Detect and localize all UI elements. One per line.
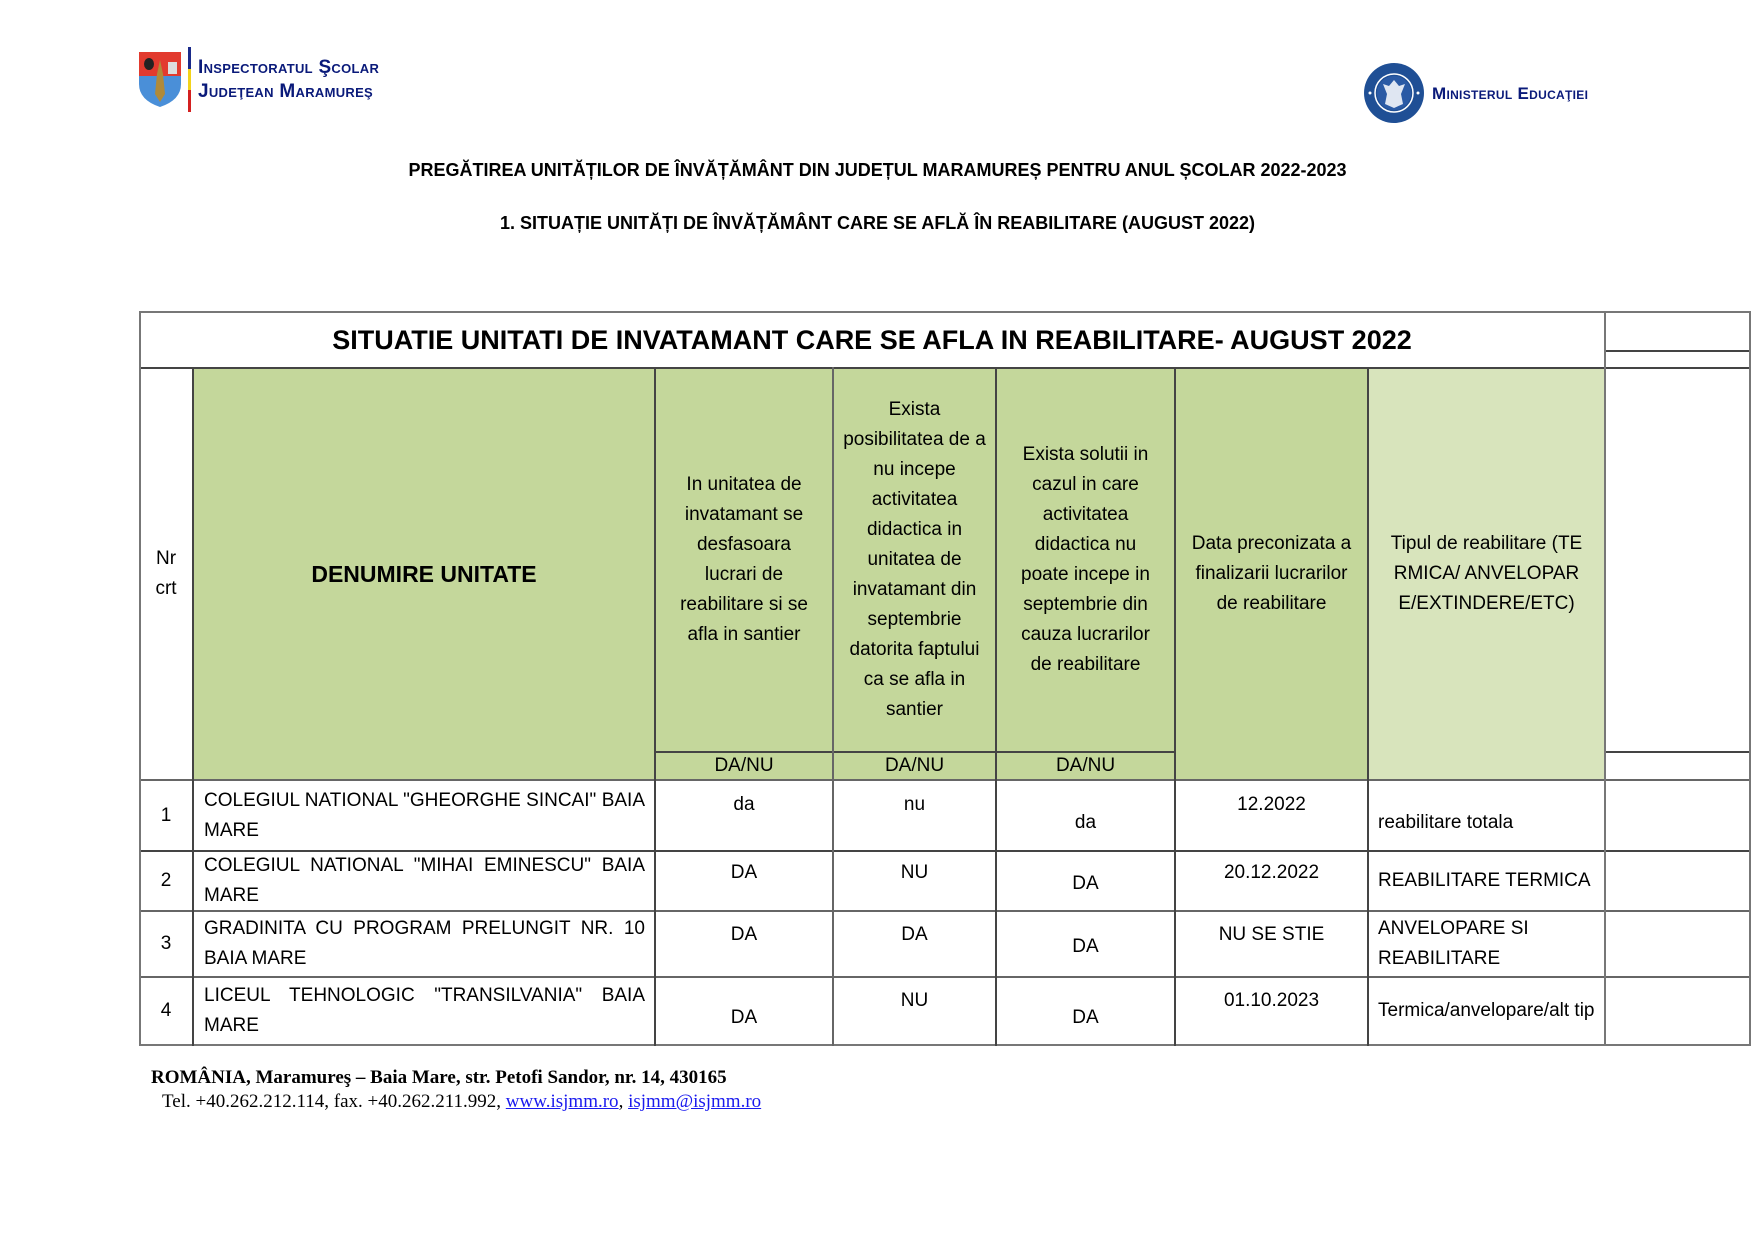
row-c2: nu [903,794,926,815]
row-tip: Termica/anvelopare/alt tip [1378,1000,1595,1021]
rehabilitation-table [139,311,1751,1046]
footer-phone-fax: Tel. +40.262.212.114, fax. +40.262.211.992, [162,1091,506,1112]
header-c2-danu: DA/NU [833,752,996,780]
row-tip: ANVELOPARE SI REABILITARE [1378,918,1529,969]
row-c2: NU [900,862,929,883]
header-tip: Tipul de reabilitare (TERMICA/ ANVELOPARE/EXTINDERE/ETC) [1368,368,1605,780]
row-nr: 3 [160,933,172,954]
row-tip: REABILITARE TERMICA [1378,870,1591,891]
footer-address: ROMÂNIA, Maramureş – Baia Mare, str. Petofi Sandor, nr. 14, 430165 [151,1067,727,1088]
row-c2: NU [900,990,929,1011]
row-date: 12.2022 [1237,794,1306,815]
row-c1: da [733,794,755,815]
row-nr: 2 [160,870,172,891]
header-c1-danu: DA/NU [655,752,833,780]
header-c3-danu: DA/NU [996,752,1175,780]
row-name: COLEGIUL NATIONAL "GHEORGHE SINCAI" BAIA MARE [204,789,645,841]
website-link[interactable]: www.isjmm.ro [505,1091,619,1112]
maramures-crest-icon [137,50,183,108]
isj-logo-line1: Inspectoratul Şcolar [198,57,380,78]
government-seal-icon [1363,62,1425,124]
row-c1: DA [730,1007,758,1028]
header-c3: Exista solutii in cazul in care activitatea didactica nu poate incepe in septembrie din cauza lucrarilor de reabilitare [996,368,1175,752]
isj-logo-text [198,56,379,104]
ministry-logo-text: Ministerul Educaţiei [1432,84,1589,103]
row-c1: DA [730,924,758,945]
row-nr: 4 [160,1000,172,1021]
header-nr: Nr crt [155,548,177,599]
table-title: SITUATIE UNITATI DE INVATAMANT CARE SE AFLA IN REABILITARE- AUGUST 2022 [332,324,1412,355]
row-c3: DA [1072,873,1099,894]
row-name: COLEGIUL NATIONAL "MIHAI EMINESCU" BAIA MARE [204,855,645,906]
tricolor-divider [188,47,191,112]
email-link[interactable]: isjmm@isjmm.ro [628,1091,762,1112]
row-date: NU SE STIE [1218,924,1325,945]
header-name: DENUMIRE UNITATE [193,368,655,780]
row-tip: reabilitare totala [1378,811,1514,833]
header-date: Data preconizata a finalizarii lucrarilor de reabilitare [1175,368,1368,780]
header-c1: In unitatea de invatamant se desfasoara lucrari de reabilitare si se afla in santier [655,368,833,752]
document-title: PREGĂTIREA UNITĂȚILOR DE ÎNVĂȚĂMÂNT DIN JUDEȚUL MARAMUREȘ PENTRU ANUL ȘCOLAR 2022-2023 [408,160,1347,180]
footer-separator: , [618,1091,629,1112]
row-nr: 1 [160,804,172,826]
row-date: 20.12.2022 [1223,862,1320,883]
row-c3: DA [1072,1007,1099,1028]
row-name: LICEUL TEHNOLOGIC "TRANSILVANIA" BAIA MARE [204,985,645,1036]
row-date: 01.10.2023 [1223,990,1320,1011]
row-c3: da [1074,811,1097,833]
row-c2: DA [901,924,928,945]
footer-contact [162,1091,761,1113]
row-name: GRADINITA CU PROGRAM PRELUNGIT NR. 10 BAIA MARE [204,918,645,969]
document-subtitle: 1. SITUAȚIE UNITĂȚI DE ÎNVĂȚĂMÂNT CARE SE AFLĂ ÎN REABILITARE (AUGUST 2022) [499,213,1256,233]
row-c3: DA [1072,936,1099,957]
header-c2: Exista posibilitatea de a nu incepe activitatea didactica in unitatea de invatamant din septembrie datorita faptului ca se afla in santier [833,368,996,752]
isj-logo-line2: Judeţean Maramureş [198,81,374,102]
row-c1: DA [730,862,758,883]
